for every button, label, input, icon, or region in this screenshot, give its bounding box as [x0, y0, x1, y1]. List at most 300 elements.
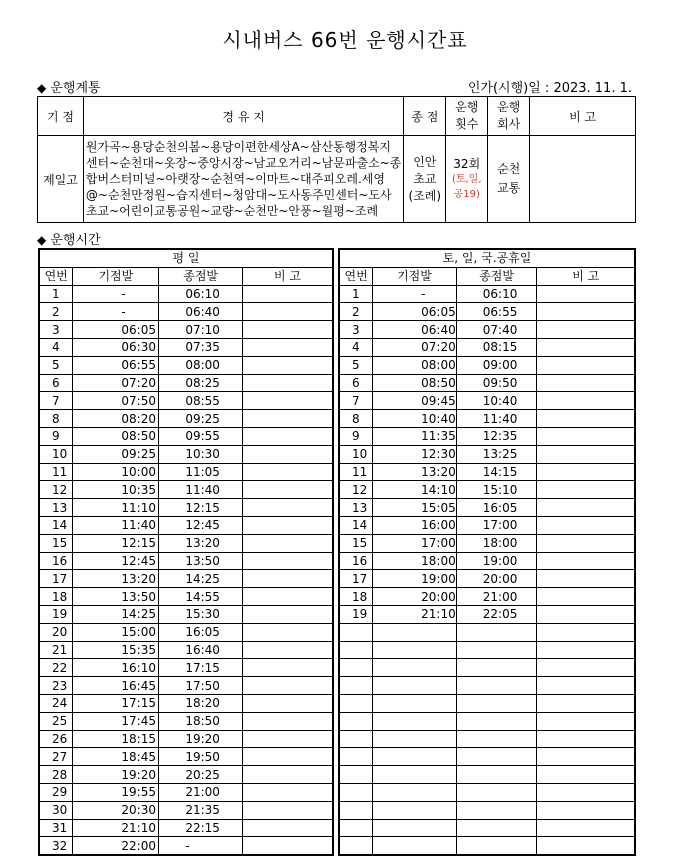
row-depart-start: 09:45 — [373, 392, 457, 410]
row-depart-end — [456, 748, 537, 766]
row-seq: 13 — [39, 499, 73, 517]
row-depart-end — [456, 837, 537, 855]
row-seq — [339, 712, 373, 730]
row-seq: 14 — [39, 516, 73, 534]
row-seq: 3 — [39, 321, 73, 339]
row-depart-end: 21:35 — [159, 801, 243, 819]
table-row — [39, 427, 333, 445]
route-row — [38, 136, 636, 223]
table-row — [339, 766, 635, 784]
table-row — [339, 659, 635, 677]
permit-date: 인가(시행)일 : 2023. 11. 1. — [467, 81, 632, 96]
table-row — [39, 374, 333, 392]
table-row — [339, 338, 635, 356]
table-row — [39, 534, 333, 552]
row-depart-start: 07:50 — [73, 392, 159, 410]
row-depart-start: 22:00 — [73, 837, 159, 855]
row-note — [242, 748, 333, 766]
row-note — [242, 694, 333, 712]
table-row — [39, 659, 333, 677]
row-depart-start — [373, 783, 457, 801]
row-seq — [339, 659, 373, 677]
row-depart-start — [373, 801, 457, 819]
row-depart-end: 19:50 — [159, 748, 243, 766]
table-row — [339, 605, 635, 623]
row-note — [537, 534, 635, 552]
row-depart-end: 21:00 — [456, 588, 537, 606]
row-note — [537, 712, 635, 730]
row-note — [242, 588, 333, 606]
row-depart-start: 19:55 — [73, 783, 159, 801]
row-note — [537, 374, 635, 392]
row-note — [242, 410, 333, 428]
table-row — [39, 766, 333, 784]
row-seq: 11 — [39, 463, 73, 481]
row-depart-start: 17:15 — [73, 694, 159, 712]
table-row — [339, 694, 635, 712]
row-note — [537, 748, 635, 766]
table-row — [39, 321, 333, 339]
table-row — [339, 730, 635, 748]
header-via: 경 유 지 — [83, 97, 403, 136]
row-depart-start: 15:05 — [373, 499, 457, 517]
row-note — [242, 552, 333, 570]
route-header-row — [38, 97, 636, 136]
row-seq: 26 — [39, 730, 73, 748]
table-row — [339, 552, 635, 570]
row-depart-start: 11:35 — [373, 427, 457, 445]
row-note — [537, 588, 635, 606]
row-depart-start: 18:00 — [373, 552, 457, 570]
row-depart-start: 20:00 — [373, 588, 457, 606]
row-seq: 8 — [39, 410, 73, 428]
table-row — [339, 481, 635, 499]
row-note — [242, 321, 333, 339]
table-row — [339, 427, 635, 445]
row-depart-end: 06:10 — [456, 285, 537, 303]
row-note — [242, 338, 333, 356]
route-count — [446, 136, 488, 223]
row-note — [537, 570, 635, 588]
row-depart-start: 12:15 — [73, 534, 159, 552]
row-seq: 24 — [39, 694, 73, 712]
row-depart-start: 17:45 — [73, 712, 159, 730]
row-seq: 19 — [39, 605, 73, 623]
holiday-columns — [339, 267, 635, 285]
row-depart-start — [373, 694, 457, 712]
table-row — [339, 516, 635, 534]
row-depart-end: 19:00 — [456, 552, 537, 570]
row-depart-start: 19:00 — [373, 570, 457, 588]
route-section-heading — [37, 77, 101, 96]
row-note — [242, 801, 333, 819]
row-depart-start — [373, 730, 457, 748]
row-seq: 22 — [39, 659, 73, 677]
row-depart-end: 17:00 — [456, 516, 537, 534]
row-depart-start: 12:45 — [73, 552, 159, 570]
row-note — [537, 338, 635, 356]
row-note — [537, 445, 635, 463]
row-depart-end — [456, 730, 537, 748]
row-seq: 7 — [39, 392, 73, 410]
row-note — [537, 819, 635, 837]
row-note — [537, 321, 635, 339]
row-depart-start — [373, 659, 457, 677]
row-note — [537, 801, 635, 819]
table-row — [39, 641, 333, 659]
weekday-timetable — [38, 248, 334, 856]
row-depart-end: 11:40 — [456, 410, 537, 428]
table-row — [339, 445, 635, 463]
route-company: 순천 교통 — [488, 136, 530, 223]
row-note — [242, 677, 333, 695]
row-depart-start — [373, 641, 457, 659]
row-depart-end: 08:25 — [159, 374, 243, 392]
row-depart-start: 10:35 — [73, 481, 159, 499]
row-depart-start: 07:20 — [373, 338, 457, 356]
route-via: 원가곡~용당순천의봄~용당이편한세상A~삼산동행정복지센터~순천대~옷장~중앙시장~남교오거리~남문파출소~종합버스터미널~아랫장~순천역~이마트~대주피오레.세영@~순천만정원~습지센터~청암대~도사동주민센터~도사초교~어린이교통공원~교량~순천만~안풍~월평~조례 — [83, 136, 403, 223]
row-depart-end: 08:55 — [159, 392, 243, 410]
col-depart-start: 기점발 — [373, 267, 457, 285]
row-seq: 18 — [339, 588, 373, 606]
row-depart-start: 21:10 — [73, 819, 159, 837]
table-row — [39, 588, 333, 606]
col-seq: 연번 — [339, 267, 373, 285]
row-seq — [339, 837, 373, 855]
row-seq: 20 — [39, 623, 73, 641]
row-depart-start: 18:15 — [73, 730, 159, 748]
row-note — [537, 516, 635, 534]
row-seq: 7 — [339, 392, 373, 410]
row-seq: 2 — [39, 303, 73, 321]
row-depart-end: 12:35 — [456, 427, 537, 445]
row-note — [242, 356, 333, 374]
row-seq: 15 — [339, 534, 373, 552]
row-depart-start: 16:10 — [73, 659, 159, 677]
row-depart-start: 08:50 — [73, 427, 159, 445]
row-seq: 4 — [339, 338, 373, 356]
col-seq: 연번 — [39, 267, 73, 285]
row-seq: 9 — [339, 427, 373, 445]
row-note — [242, 534, 333, 552]
row-depart-start — [373, 766, 457, 784]
row-note — [537, 659, 635, 677]
row-depart-end — [456, 623, 537, 641]
row-depart-start: 07:20 — [73, 374, 159, 392]
row-note — [537, 392, 635, 410]
row-seq — [339, 819, 373, 837]
row-depart-end: 10:40 — [456, 392, 537, 410]
table-row — [39, 605, 333, 623]
row-note — [242, 285, 333, 303]
table-row — [339, 819, 635, 837]
row-depart-end: 13:50 — [159, 552, 243, 570]
table-row — [339, 303, 635, 321]
row-seq: 15 — [39, 534, 73, 552]
row-depart-start — [373, 819, 457, 837]
row-depart-end: 09:00 — [456, 356, 537, 374]
row-depart-end: 11:05 — [159, 463, 243, 481]
row-seq: 2 — [339, 303, 373, 321]
row-depart-start: 06:55 — [73, 356, 159, 374]
row-depart-end: 20:25 — [159, 766, 243, 784]
table-row — [39, 499, 333, 517]
row-depart-end: 14:25 — [159, 570, 243, 588]
table-row — [39, 516, 333, 534]
row-seq: 17 — [39, 570, 73, 588]
row-depart-end: 07:35 — [159, 338, 243, 356]
table-row — [39, 392, 333, 410]
row-depart-end: 16:40 — [159, 641, 243, 659]
row-depart-end: 13:25 — [456, 445, 537, 463]
row-depart-end: 18:00 — [456, 534, 537, 552]
row-depart-start: - — [73, 285, 159, 303]
row-note — [242, 463, 333, 481]
table-row — [39, 730, 333, 748]
row-note — [537, 410, 635, 428]
row-depart-end — [456, 677, 537, 695]
row-depart-start: 13:20 — [373, 463, 457, 481]
row-note — [537, 605, 635, 623]
row-note — [537, 766, 635, 784]
table-row — [39, 552, 333, 570]
row-depart-end — [456, 766, 537, 784]
table-row — [39, 285, 333, 303]
row-seq: 16 — [39, 552, 73, 570]
table-row — [339, 623, 635, 641]
row-depart-start — [373, 623, 457, 641]
header-note: 비 고 — [530, 97, 636, 136]
row-depart-end — [456, 712, 537, 730]
row-seq: 1 — [39, 285, 73, 303]
route-section-label: 운행계통 — [50, 81, 101, 96]
row-depart-end: 08:00 — [159, 356, 243, 374]
table-row — [39, 837, 333, 855]
row-depart-start: 06:40 — [373, 321, 457, 339]
row-depart-end: 11:40 — [159, 481, 243, 499]
row-depart-end: 07:40 — [456, 321, 537, 339]
row-depart-start: 14:25 — [73, 605, 159, 623]
table-row — [339, 677, 635, 695]
header-start: 기 점 — [38, 97, 84, 136]
row-seq: 27 — [39, 748, 73, 766]
row-depart-end: 08:15 — [456, 338, 537, 356]
table-row — [339, 410, 635, 428]
row-depart-start: 06:30 — [73, 338, 159, 356]
row-depart-end — [456, 659, 537, 677]
row-depart-end: 15:30 — [159, 605, 243, 623]
diamond-icon: ◆ — [37, 233, 47, 247]
row-note — [537, 499, 635, 517]
route-count-value: 32회 — [453, 156, 481, 171]
table-row — [39, 481, 333, 499]
row-note — [537, 677, 635, 695]
row-depart-end: 09:25 — [159, 410, 243, 428]
row-note — [537, 481, 635, 499]
row-seq: 16 — [339, 552, 373, 570]
row-depart-start: 16:00 — [373, 516, 457, 534]
row-depart-end: 09:55 — [159, 427, 243, 445]
row-depart-start: 15:00 — [73, 623, 159, 641]
holiday-header: 토, 일, 국.공휴일 — [339, 249, 635, 267]
table-row — [339, 499, 635, 517]
row-depart-start — [373, 712, 457, 730]
row-note — [242, 516, 333, 534]
table-row — [339, 285, 635, 303]
row-seq: 10 — [339, 445, 373, 463]
row-depart-end: 22:05 — [456, 605, 537, 623]
row-depart-start: 19:20 — [73, 766, 159, 784]
header-count: 운행 횟수 — [446, 97, 488, 136]
row-note — [242, 659, 333, 677]
row-note — [537, 303, 635, 321]
row-depart-start: 13:50 — [73, 588, 159, 606]
col-depart-end: 종점발 — [159, 267, 243, 285]
table-row — [39, 338, 333, 356]
row-seq — [339, 801, 373, 819]
row-depart-start: 14:10 — [373, 481, 457, 499]
table-row — [339, 748, 635, 766]
row-depart-end — [456, 641, 537, 659]
row-seq — [339, 677, 373, 695]
row-depart-start: - — [73, 303, 159, 321]
row-depart-start — [373, 677, 457, 695]
timetable-section-label: 운행시간 — [50, 233, 101, 248]
table-row — [339, 783, 635, 801]
col-depart-start: 기점발 — [73, 267, 159, 285]
table-row — [39, 570, 333, 588]
table-row — [39, 303, 333, 321]
row-seq: 30 — [39, 801, 73, 819]
row-depart-end: 21:00 — [159, 783, 243, 801]
route-count-note: (토,일, 공19) — [451, 173, 482, 200]
row-depart-start: 06:05 — [373, 303, 457, 321]
table-row — [39, 694, 333, 712]
row-depart-start: 10:00 — [73, 463, 159, 481]
row-depart-end: 06:55 — [456, 303, 537, 321]
weekday-header: 평 일 — [39, 249, 333, 267]
row-seq: 14 — [339, 516, 373, 534]
row-depart-start: 18:45 — [73, 748, 159, 766]
table-row — [39, 623, 333, 641]
row-seq: 21 — [39, 641, 73, 659]
row-seq: 5 — [339, 356, 373, 374]
table-row — [339, 356, 635, 374]
table-row — [339, 641, 635, 659]
row-seq: 8 — [339, 410, 373, 428]
timetable-section-heading — [37, 229, 101, 248]
table-row — [339, 321, 635, 339]
row-depart-end: 10:30 — [159, 445, 243, 463]
row-depart-start — [373, 837, 457, 855]
row-seq — [339, 694, 373, 712]
row-note — [242, 837, 333, 855]
row-depart-start: 21:10 — [373, 605, 457, 623]
route-table — [37, 96, 636, 223]
row-note — [242, 783, 333, 801]
row-note — [242, 605, 333, 623]
table-row — [39, 801, 333, 819]
table-row — [339, 374, 635, 392]
row-seq: 3 — [339, 321, 373, 339]
row-seq: 29 — [39, 783, 73, 801]
row-seq: 12 — [39, 481, 73, 499]
col-note: 비 고 — [537, 267, 635, 285]
row-seq: 6 — [339, 374, 373, 392]
row-note — [242, 623, 333, 641]
row-note — [242, 730, 333, 748]
table-row — [39, 445, 333, 463]
row-note — [242, 712, 333, 730]
row-depart-start: 08:50 — [373, 374, 457, 392]
row-depart-start — [373, 748, 457, 766]
col-note: 비 고 — [242, 267, 333, 285]
row-depart-end: 15:10 — [456, 481, 537, 499]
row-depart-end: 18:50 — [159, 712, 243, 730]
row-seq — [339, 623, 373, 641]
table-row — [339, 712, 635, 730]
row-depart-end: 13:20 — [159, 534, 243, 552]
row-note — [242, 766, 333, 784]
row-note — [537, 552, 635, 570]
weekday-columns — [39, 267, 333, 285]
row-seq: 28 — [39, 766, 73, 784]
row-seq: 23 — [39, 677, 73, 695]
row-depart-start: 08:20 — [73, 410, 159, 428]
row-seq — [339, 730, 373, 748]
row-depart-start: 08:00 — [373, 356, 457, 374]
row-note — [537, 730, 635, 748]
row-seq: 17 — [339, 570, 373, 588]
row-depart-end: 09:50 — [456, 374, 537, 392]
row-seq: 12 — [339, 481, 373, 499]
row-seq: 5 — [39, 356, 73, 374]
row-seq: 31 — [39, 819, 73, 837]
col-depart-end: 종점발 — [456, 267, 537, 285]
table-row — [39, 410, 333, 428]
row-depart-end: 19:20 — [159, 730, 243, 748]
row-depart-start: - — [373, 285, 457, 303]
row-note — [537, 641, 635, 659]
row-note — [242, 445, 333, 463]
row-seq: 11 — [339, 463, 373, 481]
row-depart-end — [456, 783, 537, 801]
row-seq: 25 — [39, 712, 73, 730]
row-depart-start: 17:00 — [373, 534, 457, 552]
row-depart-end: 12:15 — [159, 499, 243, 517]
row-seq: 19 — [339, 605, 373, 623]
table-row — [39, 819, 333, 837]
table-row — [339, 463, 635, 481]
row-seq: 32 — [39, 837, 73, 855]
row-seq: 6 — [39, 374, 73, 392]
row-note — [242, 481, 333, 499]
header-company: 운행 회사 — [488, 97, 530, 136]
row-note — [537, 623, 635, 641]
route-start: 제일고 — [38, 136, 84, 223]
table-row — [39, 748, 333, 766]
row-depart-start: 09:25 — [73, 445, 159, 463]
row-seq: 13 — [339, 499, 373, 517]
route-end: 인안 초교 (조례) — [404, 136, 446, 223]
row-note — [537, 837, 635, 855]
row-note — [537, 783, 635, 801]
row-note — [537, 356, 635, 374]
row-seq: 10 — [39, 445, 73, 463]
row-depart-start: 11:10 — [73, 499, 159, 517]
row-note — [242, 570, 333, 588]
row-depart-end: 06:10 — [159, 285, 243, 303]
